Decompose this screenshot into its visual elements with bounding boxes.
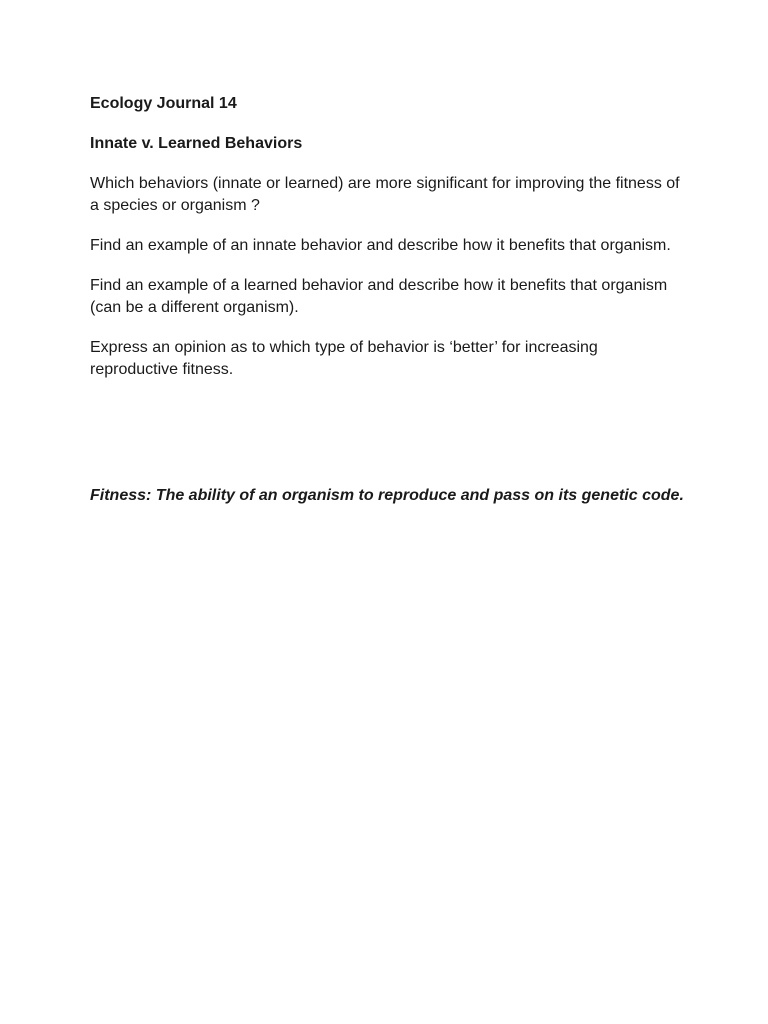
prompt-paragraph-4: Express an opinion as to which type of behavior is ‘better’ for increasing reproductive fitness. bbox=[90, 339, 598, 378]
prompt-paragraph-2: Find an example of an innate behavior and describe how it benefits that organism. bbox=[90, 237, 671, 254]
document-body bbox=[90, 93, 690, 399]
prompt-paragraph-3: Find an example of a learned behavior and describe how it benefits that organism (can be a different organism). bbox=[90, 277, 668, 316]
document-subtitle: Innate v. Learned Behaviors bbox=[90, 135, 303, 152]
prompt-paragraph-1: Which behaviors (innate or learned) are more significant for improving the fitness of a species or organism ? bbox=[90, 175, 680, 214]
fitness-definition: Fitness: The ability of an organism to reproduce and pass on its genetic code. bbox=[90, 487, 684, 504]
document-title: Ecology Journal 14 bbox=[90, 95, 237, 112]
